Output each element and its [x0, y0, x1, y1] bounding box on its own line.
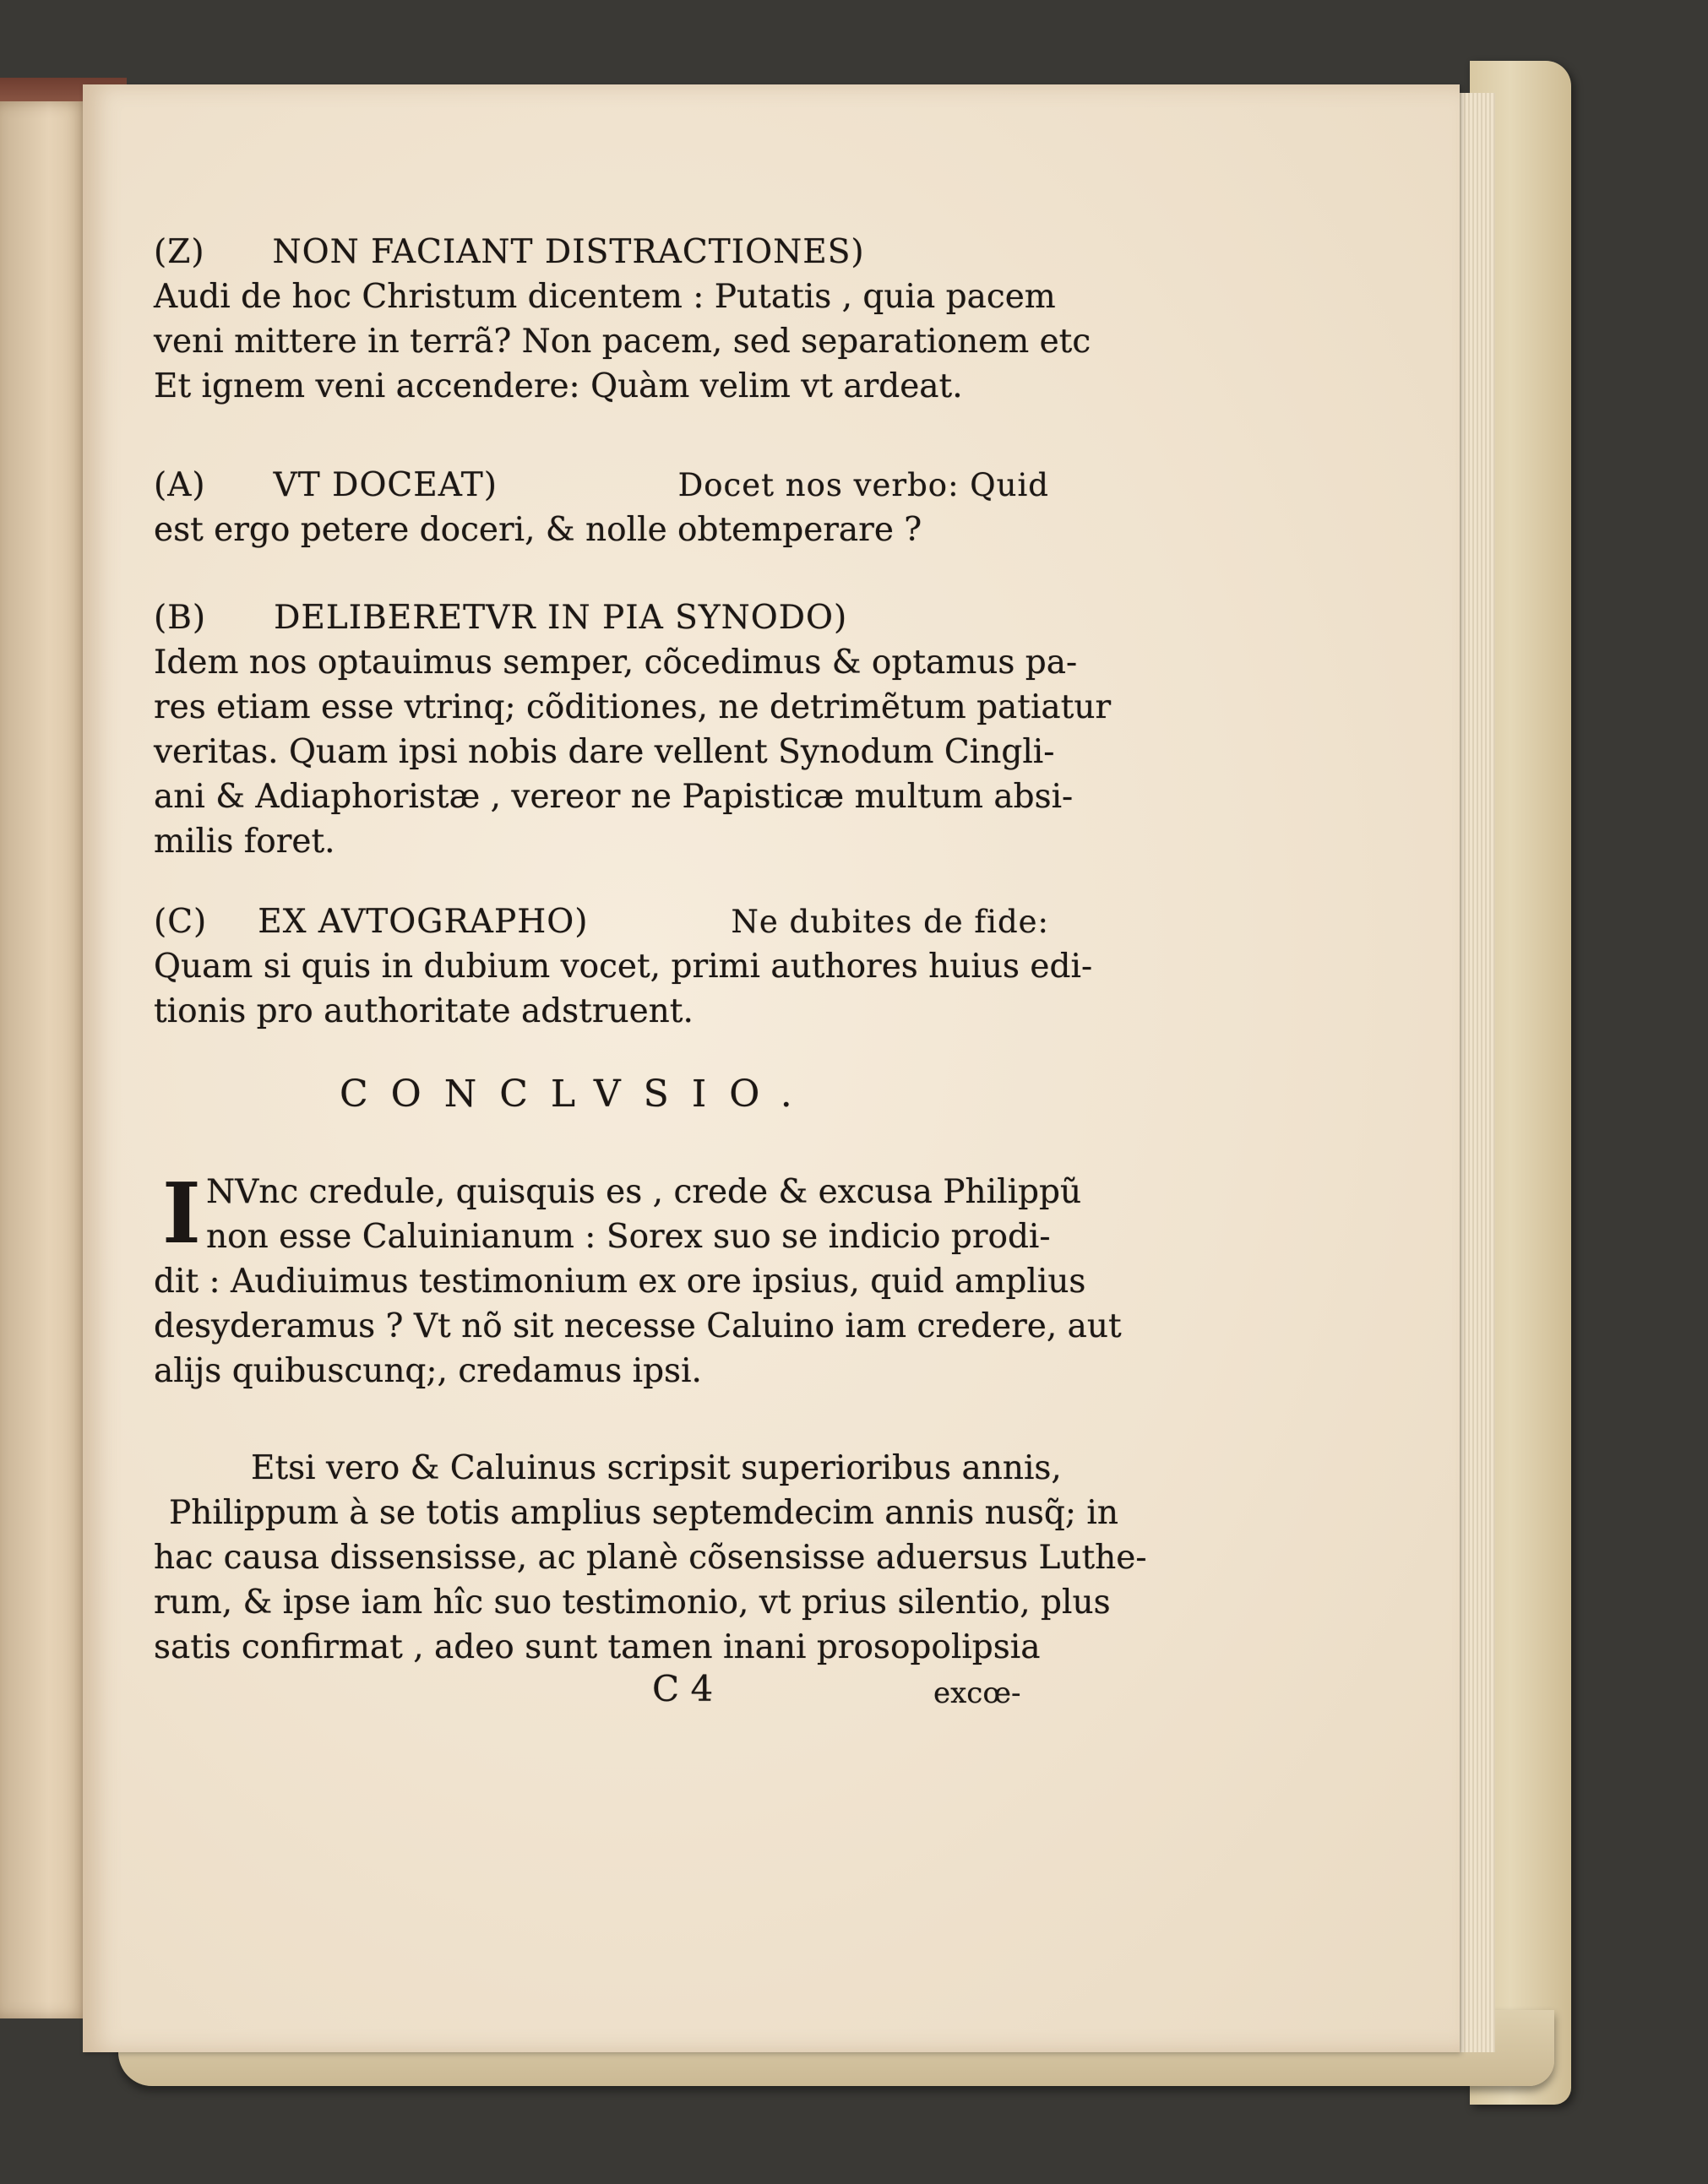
text-line: non esse Caluinianum : Sorex suo se indicio prodi- [206, 1218, 1051, 1256]
text-line: desyderamus ? Vt nõ sit necesse Caluino iam credere, aut [154, 1307, 1122, 1345]
conclusio-heading: CONCLVSIO. [340, 1073, 815, 1116]
text-line: Idem nos optauimus semper, cõcedimus & optamus pa- [154, 644, 1078, 682]
text-line: satis confirmat , adeo sunt tamen inani prosopolipsia [154, 1628, 1041, 1666]
text-line: hac causa dissensisse, ac planè cõsensisse aduersus Luthe- [154, 1539, 1147, 1577]
text-line: veni mittere in terrã? Non pacem, sed separationem etc [154, 323, 1091, 361]
text-line: Etsi vero & Caluinus scripsit superioribus annis, [251, 1449, 1062, 1487]
note-heading [154, 463, 1049, 508]
conclusio-paragraph-2 [154, 1446, 1147, 1670]
text-line: Quam si quis in dubium vocet, primi authores huius edi- [154, 948, 1093, 986]
signature-mark: C 4 [652, 1668, 714, 1709]
text-line: ani & Adiaphoristæ , vereor ne Papisticæ multum absi- [154, 778, 1074, 816]
note-title: EX AVTOGRAPHO) [258, 903, 589, 941]
note-b [154, 595, 1112, 864]
text-line: est ergo petere doceri, & nolle obtemperare ? [154, 511, 922, 549]
note-title-rest: Ne dubites de fide: [731, 904, 1049, 940]
text-line: NVnc credule, quisquis es , crede & excusa Philippũ [206, 1173, 1082, 1211]
text-line: Philippum à se totis amplius septemdecim annis nusq̃; in [169, 1494, 1118, 1532]
conclusio-paragraph-1 [154, 1165, 1122, 1394]
text-line: res etiam esse vtrinq; cõditiones, ne detrimẽtum patiatur [154, 688, 1112, 726]
note-title: NON FACIANT DISTRACTIONES) [272, 233, 865, 271]
catchword: excœ- [933, 1676, 1021, 1710]
note-c [154, 899, 1093, 1034]
note-mark: (A) [154, 466, 206, 504]
text-line: dit : Audiuimus testimonium ex ore ipsius, quid amplius [154, 1263, 1086, 1301]
note-heading [154, 899, 1049, 944]
note-heading [154, 230, 1049, 274]
facing-page-edge [0, 101, 89, 2018]
note-mark: (Z) [154, 233, 205, 271]
drop-cap: I [162, 1165, 201, 1263]
note-a [154, 463, 1049, 552]
note-title-rest: Docet nos verbo: Quid [677, 467, 1049, 503]
note-mark: (C) [154, 903, 208, 941]
text-line: alijs quibuscunq;, credamus ipsi. [154, 1352, 702, 1390]
text-line: veritas. Quam ipsi nobis dare vellent Synodum Cingli- [154, 733, 1055, 771]
text-line: Et ignem veni accendere: Quàm velim vt ardeat. [154, 367, 963, 405]
note-mark: (B) [154, 599, 207, 637]
note-heading [154, 595, 1049, 640]
note-z [154, 230, 1091, 409]
text-line: milis foret. [154, 823, 335, 861]
note-title: VT DOCEAT) [273, 466, 498, 504]
text-line: tionis pro authoritate adstruent. [154, 992, 694, 1030]
text-line: Audi de hoc Christum dicentem : Putatis , quia pacem [154, 278, 1056, 316]
text-line: rum, & ipse iam hîc suo testimonio, vt prius silentio, plus [154, 1584, 1111, 1622]
note-title: DELIBERETVR IN PIA SYNODO) [274, 599, 848, 637]
